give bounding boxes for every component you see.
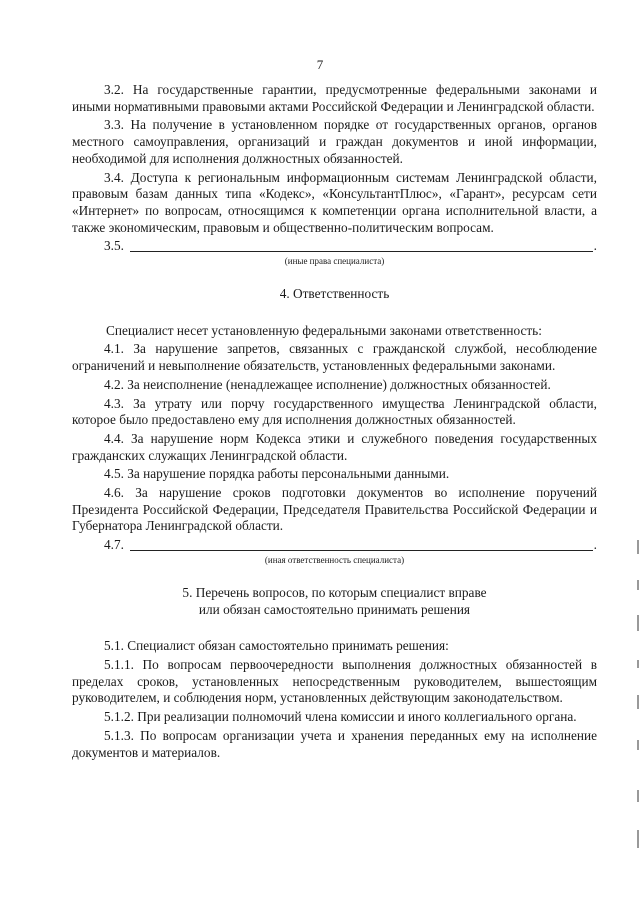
fill-line-caption: (иная ответственность специалиста): [264, 554, 405, 565]
paragraph-4-6: 4.6. За нарушение сроков подготовки документов во исполнение поручений Президента Российской Федерации, Председателя Правительства Российской Федерации и Губернатора Ленинградской области.: [72, 485, 597, 534]
fill-line-rule: [130, 250, 593, 252]
paragraph-3-3: 3.3. На получение в установленном порядке от государственных органов, органов местного самоуправления, организаций и граждан документов и иной информации, необходимой для исполнения должностных обязанностей.: [72, 117, 597, 166]
section-5-heading-line-1: 5. Перечень вопросов, по которым специалист вправе: [182, 584, 487, 600]
section-4-intro: Специалист несет установленную федеральными законами ответственность:: [106, 322, 542, 338]
paragraph-5-1-2: 5.1.2. При реализации полномочий члена комиссии и иного коллегиального органа.: [104, 709, 577, 725]
fill-line-end: .: [593, 537, 597, 553]
page-number: 7: [316, 57, 324, 72]
paragraph-4-5: 4.5. За нарушение порядка работы персональными данными.: [104, 466, 450, 482]
paragraph-4-1: 4.1. За нарушение запретов, связанных с гражданской службой, несоблюдение ограничений и невыполнение обязательств, установленных федеральными законами.: [72, 341, 597, 374]
fill-line-rule: [130, 549, 593, 551]
paragraph-5-1: 5.1. Специалист обязан самостоятельно принимать решения:: [104, 638, 449, 654]
scan-margin-marks: [636, 520, 640, 860]
fill-line-end: .: [593, 238, 597, 254]
fill-line-4-7: [72, 537, 597, 554]
paragraph-3-2: 3.2. На государственные гарантии, предусмотренные федеральными законами и иными нормативными правовыми актами Российской Федерации и Ленинградской области.: [72, 82, 597, 114]
section-4-heading: 4. Ответственность: [279, 286, 390, 302]
paragraph-4-4: 4.4. За нарушение норм Кодекса этики и служебного поведения государственных гражданских служащих Ленинградской области.: [72, 430, 597, 463]
paragraph-5-1-1: 5.1.1. По вопросам первоочередности выполнения должностных обязанностей в пределах сроков, установленных непосредственным руководителем, вышестоящим руководителем, и соблюдения норм, установленных действующим законодательством.: [72, 656, 597, 706]
section-5-heading-line-2: или обязан самостоятельно принимать решения: [198, 601, 471, 617]
fill-line-number: 3.5.: [104, 238, 124, 254]
paragraph-5-1-3: 5.1.3. По вопросам организации учета и хранения переданных ему на исполнение документов и материалов.: [72, 727, 597, 760]
paragraph-3-4: 3.4. Доступа к региональным информационным системам Ленинградской области, правовым базам данных типа «Кодекс», «КонсультантПлюс», «Гарант», ресурсам сети «Интернет» по вопросам, относящимся к компетенции органа исполнительной власти, а также экономическим, правовым и общественно-политическим вопросам.: [72, 169, 597, 235]
paragraph-4-2: 4.2. За неисполнение (ненадлежащее исполнение) должностных обязанностей.: [104, 376, 551, 392]
document-body: [72, 82, 597, 763]
fill-line-3-5: [72, 238, 597, 255]
fill-line-number: 4.7.: [104, 537, 124, 553]
paragraph-4-3: 4.3. За утрату или порчу государственного имущества Ленинградской области, которое было предоставлено ему для исполнения должностных обязанностей.: [72, 395, 597, 428]
fill-line-caption: (иные права специалиста): [284, 256, 385, 267]
